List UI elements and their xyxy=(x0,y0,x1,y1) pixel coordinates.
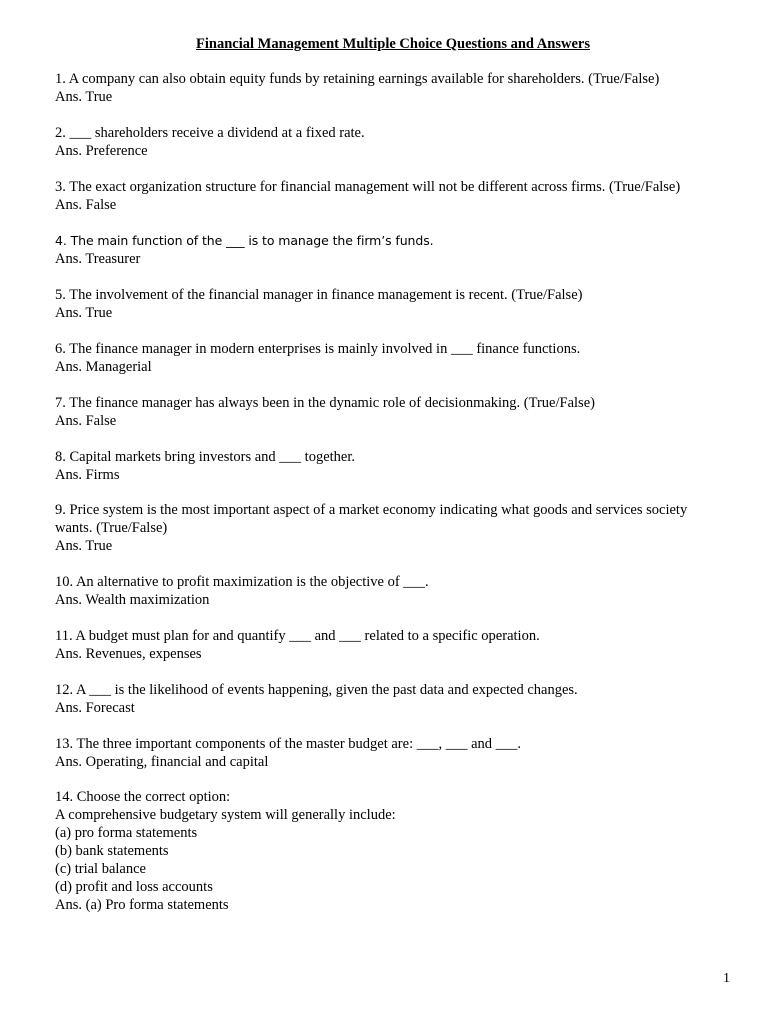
question-10 xyxy=(55,573,725,609)
answer-text: Ans. Forecast xyxy=(55,700,135,716)
question-2 xyxy=(55,124,725,160)
question-6 xyxy=(55,340,725,376)
question-text: 1. A company can also obtain equity funds by retaining earnings available for shareholders. (True/False) xyxy=(55,71,660,87)
question-1 xyxy=(55,70,725,106)
question-text: 10. An alternative to profit maximization is the objective of ___. xyxy=(55,574,429,590)
question-11 xyxy=(55,627,725,663)
question-9 xyxy=(55,501,725,555)
answer-text: Ans. False xyxy=(55,413,117,429)
question-text: 13. The three important components of the master budget are: ___, ___ and ___. xyxy=(55,736,522,752)
question-12 xyxy=(55,681,725,717)
option-c: (c) trial balance xyxy=(55,861,146,877)
question-3 xyxy=(55,178,725,214)
answer-text: Ans. Operating, financial and capital xyxy=(55,754,269,770)
option-b: (b) bank statements xyxy=(55,843,169,859)
question-7 xyxy=(55,394,725,430)
option-a: (a) pro forma statements xyxy=(55,825,198,841)
question-13 xyxy=(55,735,725,771)
answer-text: Ans. (a) Pro forma statements xyxy=(55,897,229,913)
answer-text: Ans. Revenues, expenses xyxy=(55,646,202,662)
question-text: 5. The involvement of the financial manager in finance management is recent. (True/False) xyxy=(55,287,583,303)
question-14 xyxy=(55,788,725,914)
answer-text: Ans. Wealth maximization xyxy=(55,592,210,608)
question-prompt: A comprehensive budgetary system will generally include: xyxy=(55,807,396,823)
question-text: 2. ___ shareholders receive a dividend at a fixed rate. xyxy=(55,125,365,141)
question-text: 12. A ___ is the likelihood of events happening, given the past data and expected changes. xyxy=(55,682,578,698)
option-d: (d) profit and loss accounts xyxy=(55,879,213,895)
answer-text: Ans. Treasurer xyxy=(55,251,141,267)
answer-text: Ans. Managerial xyxy=(55,359,152,375)
question-text: 6. The finance manager in modern enterprises is mainly involved in ___ finance functions. xyxy=(55,341,581,357)
answer-text: Ans. Preference xyxy=(55,143,148,159)
question-text: 3. The exact organization structure for financial management will not be different across firms. (True/False) xyxy=(55,179,681,195)
page-number: 1 xyxy=(723,971,730,986)
question-text: 14. Choose the correct option: xyxy=(55,789,231,805)
question-text: 11. A budget must plan for and quantify ___ and ___ related to a specific operation. xyxy=(55,628,540,644)
document-title: Financial Management Multiple Choice Questions and Answers xyxy=(196,36,590,52)
answer-text: Ans. True xyxy=(55,305,113,321)
question-5 xyxy=(55,286,725,322)
answer-text: Ans. True xyxy=(55,538,113,554)
answer-text: Ans. True xyxy=(55,89,113,105)
question-8 xyxy=(55,448,725,484)
answer-text: Ans. False xyxy=(55,197,117,213)
answer-text: Ans. Firms xyxy=(55,467,120,483)
question-text: 7. The finance manager has always been in the dynamic role of decisionmaking. (True/False) xyxy=(55,395,595,411)
question-text: 4. The main function of the ___ is to manage the firm’s funds. xyxy=(55,233,434,248)
question-text: 9. Price system is the most important aspect of a market economy indicating what goods and services society wants. (True/False) xyxy=(55,502,688,536)
question-text: 8. Capital markets bring investors and ___ together. xyxy=(55,449,356,465)
question-4 xyxy=(55,232,725,268)
